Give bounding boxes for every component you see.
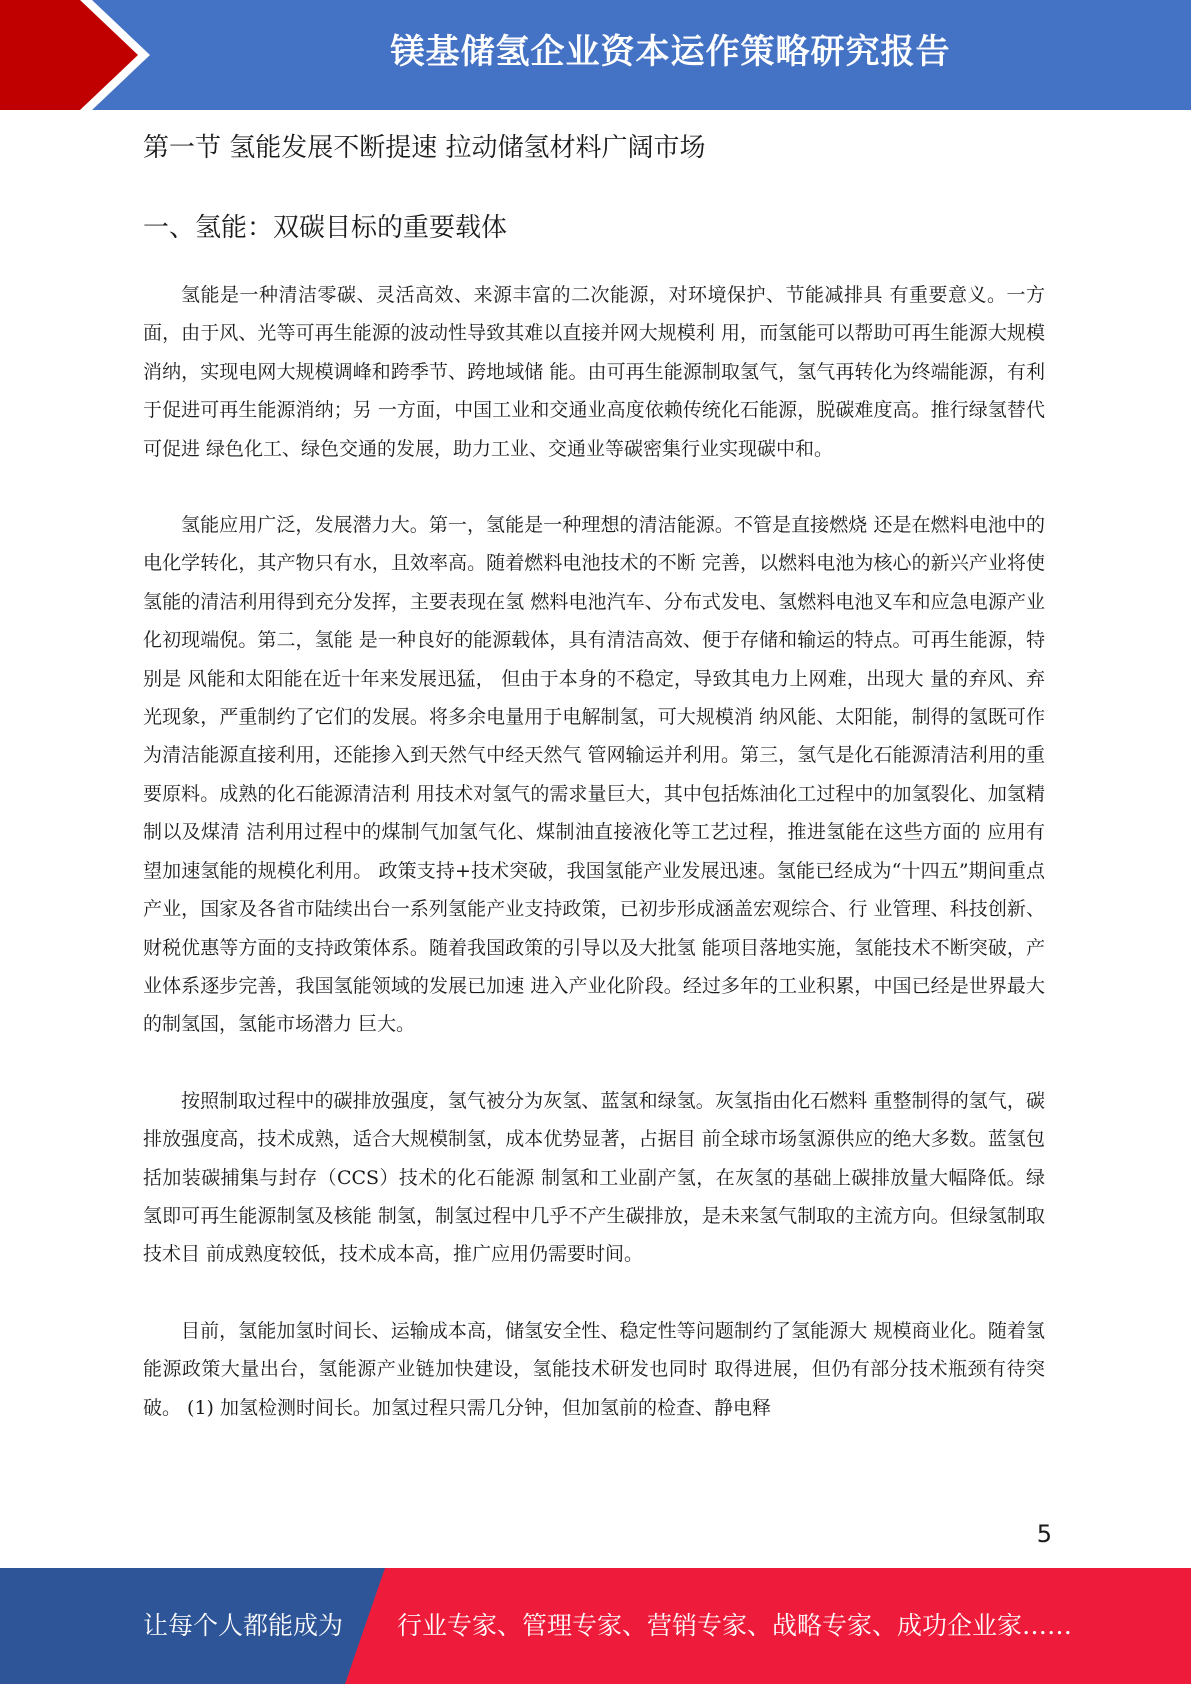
paragraph: 目前，氢能加氢时间长、运输成本高，储氢安全性、稳定性等问题制约了氢能源大 规模商业化。随着氢能源政策大量出台，氢能源产业链加快建设，氢能技术研发也同时 取得进展，但仍有部分技术瓶颈有待突破。 (1) 加氢检测时间长。加氢过程只需几分钟，但加氢前的检查、静电释 bbox=[143, 1319, 1045, 1419]
section-title: 第一节 氢能发展不断提速 拉动储氢材料广阔市场 bbox=[143, 133, 706, 163]
document-body bbox=[143, 128, 1045, 1465]
paragraph: 氢能是一种清洁零碳、灵活高效、来源丰富的二次能源，对环境保护、节能减排具 有重要意义。一方面，由于风、光等可再生能源的波动性导致其难以直接并网大规模利 用，而氢能可以帮助可再生能源大规模消纳，实现电网大规模调峰和跨季节、跨地域储 能。由可再生能源制取氢气，氢气再转化为终端能源，有利于促进可再生能源消纳；另 一方面，中国工业和交通业高度依赖传统化石能源，脱碳难度高。推行绿氢替代可促进 绿色化工、绿色交通的发展，助力工业、交通业等碳密集行业实现碳中和。 bbox=[143, 284, 1045, 460]
paragraph: 氢能应用广泛，发展潜力大。第一，氢能是一种理想的清洁能源。不管是直接燃烧 还是在燃料电池中的电化学转化，其产物只有水，且效率高。随着燃料电池技术的不断 完善，以燃料电池为核心的新兴产业将使氢能的清洁利用得到充分发挥，主要表现在氢 燃料电池汽车、分布式发电、氢燃料电池叉车和应急电源产业化初现端倪。第二，氢能 是一种良好的能源载体，具有清洁高效、便于存储和输运的特点。可再生能源，特别是 风能和太阳能在近十年来发展迅猛， 但由于本身的不稳定，导致其电力上网难，出现大 量的弃风、弃光现象，严重制约了它们的发展。将多余电量用于电解制氢，可大规模消 纳风能、太阳能，制得的氢既可作为清洁能源直接利用，还能掺入到天然气中经天然气 管网输运并利用。第三，氢气是化石能源清洁利用的重要原料。成熟的化石能源清洁利 用技术对氢气的需求量巨大，其中包括炼油化工过程中的加氢裂化、加氢精制以及煤清 洁利用过程中的煤制气加氢气化、煤制油直接液化等工艺过程，推进氢能在这些方面的 应用有望加速氢能的规模化利用。 政策支持+技术突破，我国氢能产业发展迅速。氢能已经成为“十四五”期间重点 产业，国家及各省市陆续出台一系列氢能产业支持政策，已初步形成涵盖宏观综合、行 业管理、科技创新、财税优惠等方面的支持政策体系。随着我国政策的引导以及大批氢 能项目落地实施，氢能技术不断突破，产业体系逐步完善，我国氢能领域的发展已加速 进入产业化阶段。经过多年的工业积累，中国已经是世界最大的制氢国，氢能市场潜力 巨大。 bbox=[143, 514, 1045, 1036]
header-chevron bbox=[0, 0, 138, 110]
page-header bbox=[0, 0, 1191, 110]
report-title: 镁基储氢企业资本运作策略研究报告 bbox=[390, 32, 951, 72]
page-footer bbox=[0, 1568, 1191, 1684]
footer-slogan-left: 让每个人都能成为 bbox=[143, 1611, 344, 1640]
subsection-title: 一、氢能：双碳目标的重要载体 bbox=[143, 213, 508, 243]
page-number: 5 bbox=[1036, 1520, 1052, 1548]
footer-slogan-right: 行业专家、管理专家、营销专家、战略专家、成功企业家…… bbox=[397, 1611, 1073, 1640]
paragraph: 按照制取过程中的碳排放强度，氢气被分为灰氢、蓝氢和绿氢。灰氢指由化石燃料 重整制得的氢气，碳排放强度高，技术成熟，适合大规模制氢，成本优势显著，占据目 前全球市场氢源供应的绝大多数。蓝氢包括加装碳捕集与封存（CCS）技术的化石能源 制氢和工业副产氢，在灰氢的基础上碳排放量大幅降低。绿氢即可再生能源制氢及核能 制氢，制氢过程中几乎不产生碳排放，是未来氢气制取的主流方向。但绿氢制取技术目 前成熟度较低，技术成本高，推广应用仍需要时间。 bbox=[143, 1089, 1045, 1266]
